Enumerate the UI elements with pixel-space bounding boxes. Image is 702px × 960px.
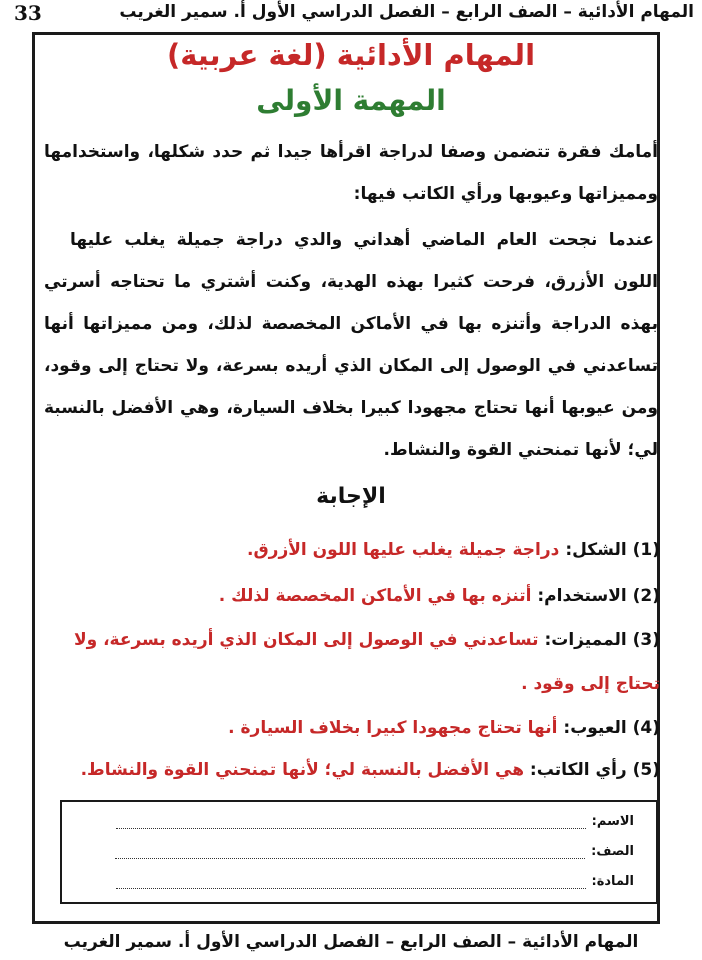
answer-item xyxy=(40,628,660,652)
answer-label: (3) المميزات: xyxy=(544,630,660,650)
answer-item xyxy=(40,758,660,782)
answer-value: تساعدني في الوصول إلى المكان الذي أريده بسرعة، ولا xyxy=(73,630,539,650)
page-number: 33 xyxy=(14,1,42,25)
grade-field[interactable] xyxy=(115,844,634,859)
task-subtitle: المهمة الأولى xyxy=(256,84,446,117)
passage-line: عندما نجحت العام الماضي أهداني والدي دراجة جميلة يغلب عليها xyxy=(70,230,654,250)
passage-line: تساعدني في الوصول إلى المكان الذي أريده بسرعة، ولا تحتاج إلى وقود، xyxy=(44,356,658,376)
answer-value: دراجة جميلة يغلب عليها اللون الأزرق. xyxy=(247,540,560,560)
answer-value: أتنزه بها في الأماكن المخصصة لذلك . xyxy=(218,586,532,606)
header-text: المهام الأدائية – الصف الرابع – الفصل الدراسي الأول أ. سمير الغريب xyxy=(119,2,694,22)
answer-label: (2) الاستخدام: xyxy=(537,586,660,606)
answer-value: هي الأفضل بالنسبة لي؛ لأنها تمنحني القوة والنشاط. xyxy=(80,760,524,780)
student-info-box xyxy=(60,800,658,904)
name-field[interactable] xyxy=(116,814,634,829)
name-dotted-line xyxy=(116,816,586,829)
subject-label: المادة: xyxy=(591,874,634,889)
passage-line: بهذه الدراجة وأتنزه بها في الأماكن المخصصة لذلك، ومن مميزاتها أنها xyxy=(44,314,658,334)
page-header xyxy=(0,0,702,30)
page-footer: المهام الأدائية – الصف الرابع – الفصل الدراسي الأول أ. سمير الغريب xyxy=(63,932,639,952)
passage-line: ومن عيوبها أنها تحتاج مجهودا كبيرا بخلاف السيارة، وهي الأفضل بالنسبة xyxy=(44,398,658,418)
grade-dotted-line xyxy=(115,846,585,859)
subject-dotted-line xyxy=(116,876,586,889)
passage-line: لي؛ لأنها تمنحني القوة والنشاط. xyxy=(383,440,658,460)
answer-label: (5) رأي الكاتب: xyxy=(529,760,660,780)
page-title: المهام الأدائية (لغة عربية) xyxy=(166,38,536,72)
answer-item xyxy=(40,584,660,608)
answer-heading: الإجابة xyxy=(316,484,386,509)
answer-continuation: تحتاج إلى وقود . xyxy=(521,674,660,694)
name-label: الاسم: xyxy=(591,814,634,829)
answer-item xyxy=(40,716,660,740)
answer-value: أنها تحتاج مجهودا كبيرا بخلاف السيارة . xyxy=(228,718,558,738)
content-frame xyxy=(32,32,660,924)
answer-label: (4) العيوب: xyxy=(563,718,660,738)
answer-label: (1) الشكل: xyxy=(565,540,660,560)
passage-line: اللون الأزرق، فرحت كثيرا بهذه الهدية، وكنت أشتري ما تحتاجه أسرتي xyxy=(44,272,658,292)
answer-item xyxy=(40,538,660,562)
grade-label: الصف: xyxy=(591,844,634,859)
instruction-line: ومميزاتها وعيوبها ورأي الكاتب فيها: xyxy=(353,184,658,204)
instruction-line: أمامك فقرة تتضمن وصفا لدراجة اقرأها جيدا ثم حدد شكلها، واستخدامها xyxy=(44,142,658,162)
subject-field[interactable] xyxy=(116,874,634,889)
